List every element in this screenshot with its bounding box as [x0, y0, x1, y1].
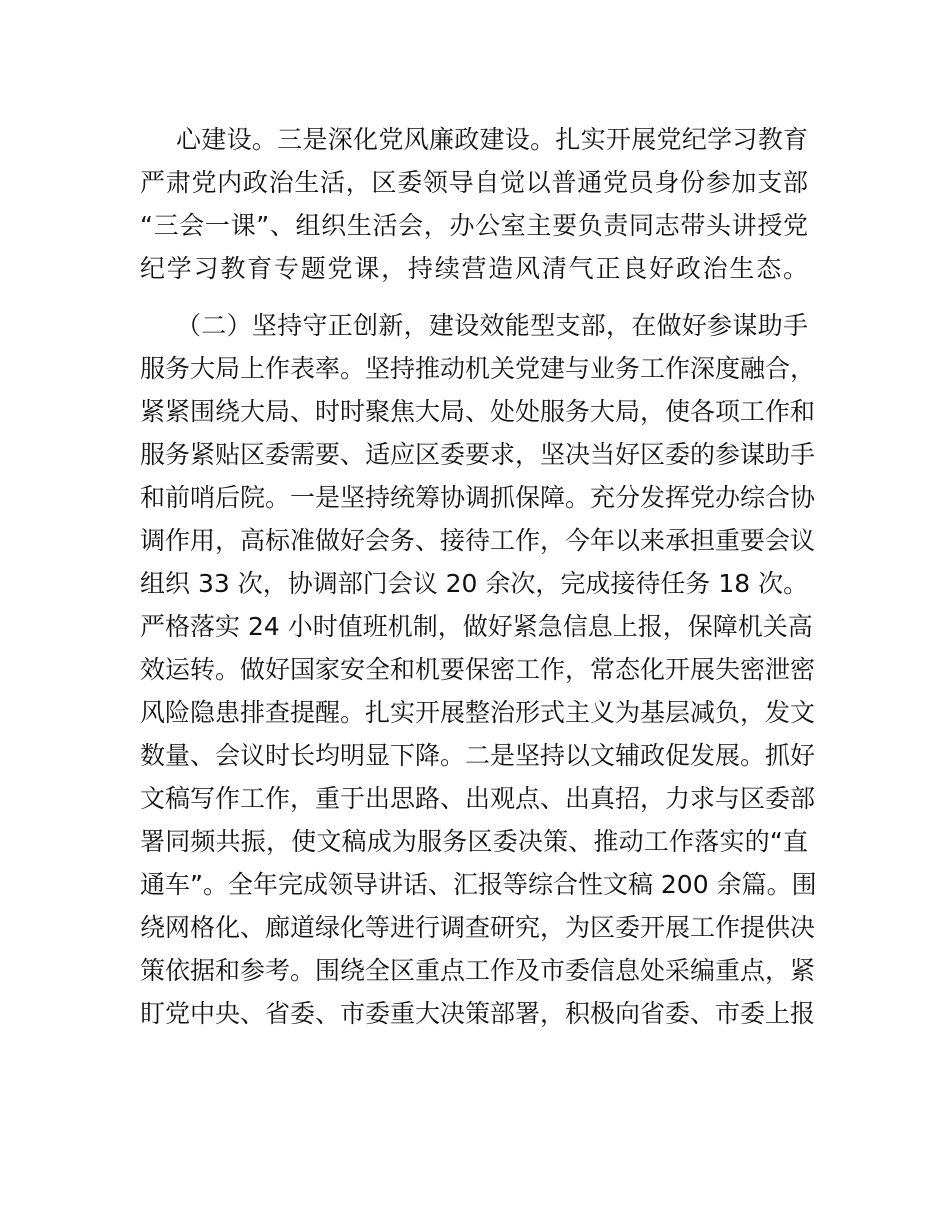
text-line: 署同频共振，使文稿成为服务区委决策、推动工作落实的“直: [140, 827, 808, 856]
paragraph-innovation-efficiency: [140, 304, 817, 1035]
paragraph-party-conduct: [140, 118, 808, 290]
text-line: 盯党中央、省委、市委重大决策部署，积极向省委、市委上报: [140, 999, 816, 1028]
text-line: 服务大局上作表率。坚持推动机关党建与业务工作深度融合，: [140, 354, 816, 383]
text-line: 纪学习教育专题党课，持续营造风清气正良好政治生态。: [140, 254, 808, 283]
text-line: 绕网格化、廊道绿化等进行调查研究，为区委开展工作提供决: [140, 913, 816, 942]
text-line: 策依据和参考。围绕全区重点工作及市委信息处采编重点，紧: [140, 956, 816, 985]
text-line: 通车”。全年完成领导讲话、汇报等综合性文稿 200 余篇。围: [140, 870, 817, 899]
text-line: 和前哨后院。一是坚持统筹协调抓保障。充分发挥党办综合协: [140, 483, 816, 512]
text-line: 风险隐患排查提醒。扎实开展整治形式主义为基层减负，发文: [140, 698, 816, 727]
text-line: 调作用，高标准做好会务、接待工作，今年以来承担重要会议: [140, 526, 816, 555]
text-line: 心建设。三是深化党风廉政建设。扎实开展党纪学习教育: [176, 125, 808, 154]
text-line: 数量、会议时长均明显下降。二是坚持以文辅政促发展。抓好: [140, 741, 816, 770]
text-line: （二）坚持守正创新，建设效能型支部，在做好参谋助手: [176, 311, 808, 340]
text-line: 严肃党内政治生活，区委领导自觉以普通党员身份参加支部: [140, 168, 808, 197]
document-page: [140, 118, 817, 1035]
text-line: 组织 33 次，协调部门会议 20 余次，完成接待任务 18 次。: [140, 569, 809, 598]
text-line: 文稿写作工作，重于出思路、出观点、出真招，力求与区委部: [140, 784, 816, 813]
text-line: 效运转。做好国家安全和机要保密工作，常态化开展失密泄密: [140, 655, 816, 684]
text-line: 紧紧围绕大局、时时聚焦大局、处处服务大局，使各项工作和: [140, 397, 816, 426]
text-line: 服务紧贴区委需要、适应区委要求，坚决当好区委的参谋助手: [140, 440, 816, 469]
text-line: “三会一课”、组织生活会，办公室主要负责同志带头讲授党: [140, 211, 808, 240]
text-line: 严格落实 24 小时值班机制，做好紧急信息上报，保障机关高: [140, 612, 813, 641]
